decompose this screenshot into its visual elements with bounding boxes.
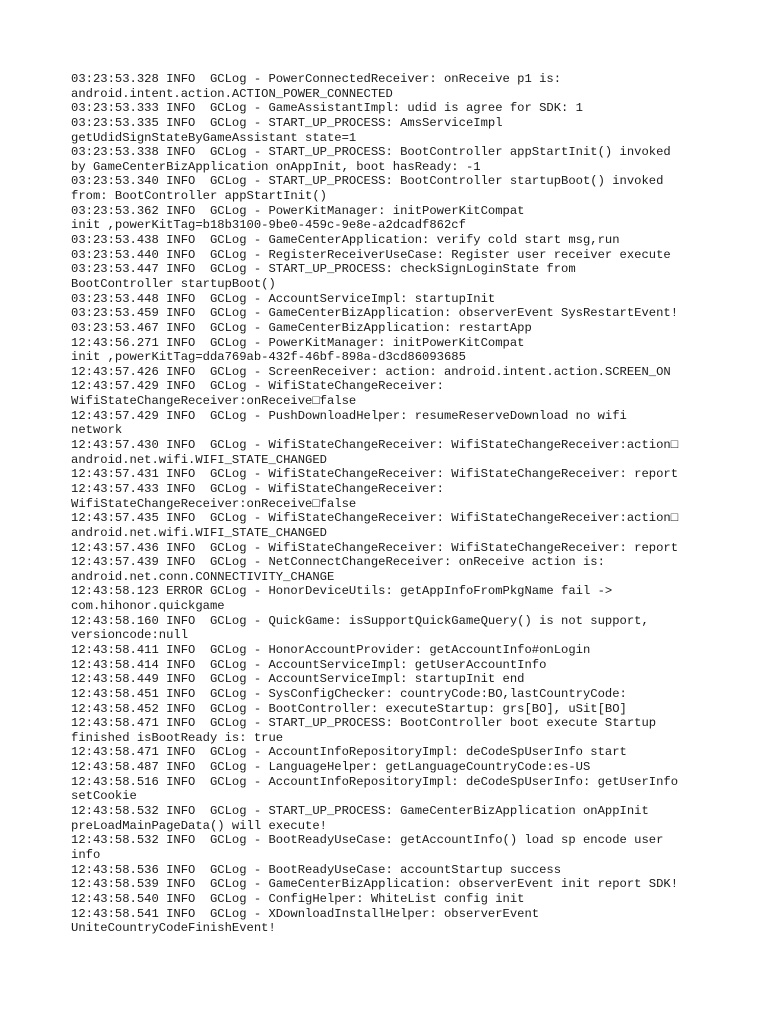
log-line: 12:43:58.451 INFO GCLog - SysConfigChecker: countryCode:BO,lastCountryCode: (71, 686, 627, 701)
log-line: 12:43:58.536 INFO GCLog - BootReadyUseCase: accountStartup success (71, 862, 562, 877)
log-line: 03:23:53.459 INFO GCLog - GameCenterBizApplication: observerEvent SysRestartEvent! (71, 306, 679, 321)
log-line: 03:23:53.362 INFO GCLog - PowerKitManager: initPowerKitCompat (71, 203, 525, 218)
log-line: preLoadMainPageData() will execute! (71, 818, 327, 833)
log-line: 12:43:57.426 INFO GCLog - ScreenReceiver: action: android.intent.action.SCREEN_ON (71, 364, 671, 379)
log-line: 03:23:53.448 INFO GCLog - AccountServiceImpl: startupInit (71, 291, 496, 306)
log-text-block (71, 72, 711, 936)
log-line: 12:43:56.271 INFO GCLog - PowerKitManager: initPowerKitCompat (71, 335, 525, 350)
log-line: 12:43:58.414 INFO GCLog - AccountServiceImpl: getUserAccountInfo (71, 657, 547, 672)
log-line: 12:43:58.532 INFO GCLog - START_UP_PROCESS: GameCenterBizApplication onAppInit (71, 804, 649, 819)
log-line: init ,powerKitTag=b18b3100-9be0-459c-9e8e-a2dcadf862cf (71, 218, 466, 233)
log-line: setCookie (71, 789, 137, 804)
log-line: 03:23:53.338 INFO GCLog - START_UP_PROCESS: BootController appStartInit() invoked (71, 145, 671, 160)
log-line: 03:23:53.335 INFO GCLog - START_UP_PROCESS: AmsServiceImpl (71, 115, 503, 130)
log-line: 12:43:57.429 INFO GCLog - WifiStateChangeReceiver: (71, 379, 444, 394)
log-line: android.intent.action.ACTION_POWER_CONNECTED (71, 86, 393, 101)
log-line: info (71, 847, 101, 862)
log-line: android.net.wifi.WIFI_STATE_CHANGED (71, 452, 327, 467)
log-line: 12:43:58.449 INFO GCLog - AccountServiceImpl: startupInit end (71, 672, 525, 687)
log-line: 12:43:58.411 INFO GCLog - HonorAccountProvider: getAccountInfo#onLogin (71, 642, 591, 657)
log-line: 12:43:57.439 INFO GCLog - NetConnectChangeReceiver: onReceive action is: (71, 555, 605, 570)
log-line: 12:43:57.431 INFO GCLog - WifiStateChangeReceiver: WifiStateChangeReceiver: report (71, 467, 679, 482)
log-line: UniteCountryCodeFinishEvent! (71, 921, 276, 936)
log-line: 12:43:57.430 INFO GCLog - WifiStateChangeReceiver: WifiStateChangeReceiver:action□ (71, 438, 679, 453)
log-line: finished isBootReady is: true (71, 730, 284, 745)
log-line: 12:43:58.471 INFO GCLog - START_UP_PROCESS: BootController boot execute Startup (71, 716, 657, 731)
log-line: 12:43:58.123 ERROR GCLog - HonorDeviceUtils: getAppInfoFromPkgName fail -> (71, 584, 613, 599)
log-line: 12:43:58.532 INFO GCLog - BootReadyUseCase: getAccountInfo() load sp encode user (71, 833, 664, 848)
log-line: by GameCenterBizApplication onAppInit, boot hasReady: -1 (71, 159, 481, 174)
log-line: 03:23:53.340 INFO GCLog - START_UP_PROCESS: BootController startupBoot() invoked (71, 174, 664, 189)
log-line: 12:43:57.436 INFO GCLog - WifiStateChangeReceiver: WifiStateChangeReceiver: report (71, 540, 679, 555)
log-line: from: BootController appStartInit() (71, 189, 327, 204)
log-line: versioncode:null (71, 628, 189, 643)
log-line: BootController startupBoot() (71, 276, 276, 291)
log-line: 12:43:58.452 INFO GCLog - BootController: executeStartup: grs[BO], uSit[BO] (71, 701, 627, 716)
log-line: 03:23:53.328 INFO GCLog - PowerConnectedReceiver: onReceive p1 is: (71, 72, 562, 86)
log-line: 12:43:58.541 INFO GCLog - XDownloadInstallHelper: observerEvent (71, 906, 540, 921)
log-line: 03:23:53.438 INFO GCLog - GameCenterApplication: verify cold start msg,run (71, 233, 620, 248)
log-line: 03:23:53.447 INFO GCLog - START_UP_PROCESS: checkSignLoginState from (71, 262, 576, 277)
log-line: 12:43:57.435 INFO GCLog - WifiStateChangeReceiver: WifiStateChangeReceiver:action□ (71, 511, 679, 526)
log-line: android.net.conn.CONNECTIVITY_CHANGE (71, 569, 335, 584)
log-line: network (71, 423, 123, 438)
log-line: 12:43:57.433 INFO GCLog - WifiStateChangeReceiver: (71, 481, 444, 496)
log-line: 12:43:58.539 INFO GCLog - GameCenterBizApplication: observerEvent init report SDK! (71, 877, 679, 892)
log-line: 12:43:58.160 INFO GCLog - QuickGame: isSupportQuickGameQuery() is not support, (71, 613, 649, 628)
log-line: 03:23:53.333 INFO GCLog - GameAssistantImpl: udid is agree for SDK: 1 (71, 101, 583, 116)
log-line: android.net.wifi.WIFI_STATE_CHANGED (71, 525, 327, 540)
log-line: 12:43:58.516 INFO GCLog - AccountInfoRepositoryImpl: deCodeSpUserInfo: getUserInfo (71, 774, 679, 789)
log-line: 12:43:58.540 INFO GCLog - ConfigHelper: WhiteList config init (71, 891, 525, 906)
log-line: 03:23:53.467 INFO GCLog - GameCenterBizApplication: restartApp (71, 320, 532, 335)
log-line: getUdidSignStateByGameAssistant state=1 (71, 130, 357, 145)
log-line: init ,powerKitTag=dda769ab-432f-46bf-898a-d3cd86093685 (71, 350, 466, 365)
log-line: com.hihonor.quickgame (71, 599, 225, 614)
log-line: 12:43:58.487 INFO GCLog - LanguageHelper: getLanguageCountryCode:es-US (71, 760, 591, 775)
log-line: 12:43:57.429 INFO GCLog - PushDownloadHelper: resumeReserveDownload no wifi (71, 408, 627, 423)
log-line: WifiStateChangeReceiver:onReceive□false (71, 496, 357, 511)
log-line: WifiStateChangeReceiver:onReceive□false (71, 394, 357, 409)
log-line: 12:43:58.471 INFO GCLog - AccountInfoRepositoryImpl: deCodeSpUserInfo start (71, 745, 627, 760)
log-line: 03:23:53.440 INFO GCLog - RegisterReceiverUseCase: Register user receiver execute (71, 247, 671, 262)
